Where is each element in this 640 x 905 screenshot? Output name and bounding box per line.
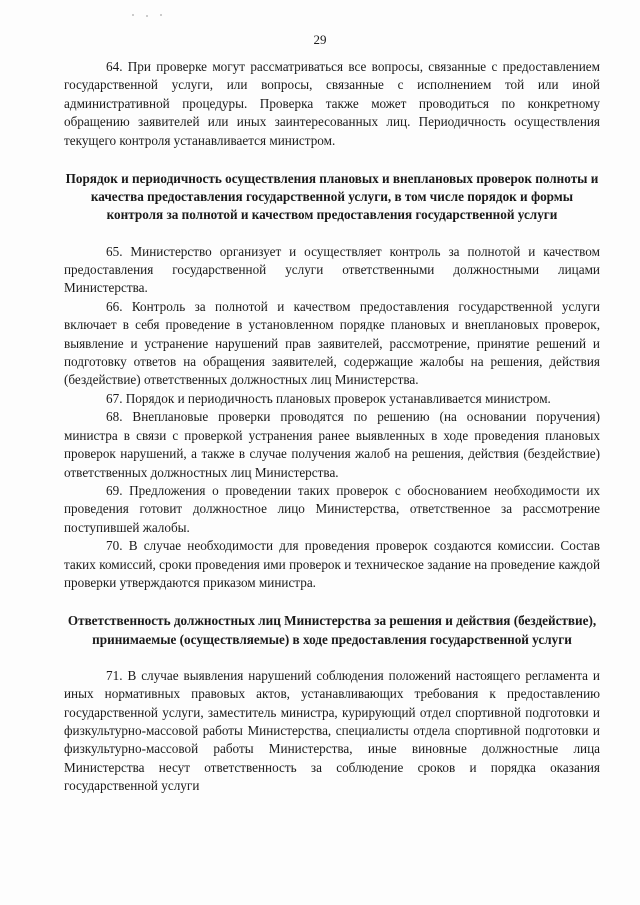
page-number: 29 (313, 32, 327, 47)
section-heading-inspections: Порядок и периодичность осуществления плановых и внеплановых проверок полноты и качества предоставления государственной услуги, в том числе порядок и формы контроля за полнотой и качеством предоставления государственной услуги (65, 171, 599, 223)
paragraph-71: 71. В случае выявления нарушений соблюдения положений настоящего регламента и иных нормативных правовых актов, устанавливающих требования к предоставлению государственной услуги, заместитель министра, курирующий отдел спортивной подготовки и физкультурно-массовой работы Министерства, специалисты отдела спортивной подготовки и физкультурно-массовой работы Министерства, иные виновные должностные лица Министерства несут ответственность за соблюдение сроков и порядка оказания государственной услуги (64, 667, 600, 794)
paragraph-64: 64. При проверке могут рассматриваться все вопросы, связанные с предоставлением государственной услуги, или вопросы, связанные с исполнением той или иной административной процедуры. Проверка также может проводиться по конкретному обращению заявителей или иных заинтересованных лиц. Периодичность осуществления текущего контроля устанавливается министром. (64, 59, 600, 148)
paragraph-68: 68. Внеплановые проверки проводятся по решению (на основании поручения) министра в связи с проверкой устранения ранее выявленных в ходе проведения плановых проверок нарушений, а также в случае получения жалоб на решения, действия (бездействие) ответственных должностных лиц Министерства. (64, 409, 600, 480)
paragraph-66: 66. Контроль за полнотой и качеством предоставления государственной услуги включает в себя проведение в установленном порядке плановых и внеплановых проверок, выявление и устранение нарушений прав заявителей, рассмотрение, принятие решений и подготовку ответов на обращения заявителей, содержащие жалобы на решения, действия (бездействие) ответственных должностных лиц Министерства. (64, 298, 600, 388)
paragraph-65: 65. Министерство организует и осуществляет контроль за полнотой и качеством предоставления государственной услуги ответственными должностными лицами Министерства. (64, 243, 600, 296)
scan-artifact (160, 14, 162, 16)
paragraph-70: 70. В случае необходимости для проведения проверок создаются комиссии. Состав таких комиссий, сроки проведения ими проверок и техническое задание на проведение каждой проверки утверждаются приказом министра. (64, 538, 600, 590)
scan-artifact (146, 15, 148, 17)
document-body (64, 58, 600, 796)
paragraph-67: 67. Порядок и периодичность плановых проверок устанавливается министром. (106, 390, 551, 406)
paragraph-69: 69. Предложения о проведении таких проверок с обоснованием необходимости их проведения готовит должностное лицо Министерства, ответственное за рассмотрение поступившей жалобы. (64, 482, 600, 535)
scan-artifact (132, 14, 134, 16)
section-heading-responsibility: Ответственность должностных лиц Министерства за решения и действия (бездействие), принимаемые (осуществляемые) в ходе предоставления государственной услуги (67, 613, 597, 647)
